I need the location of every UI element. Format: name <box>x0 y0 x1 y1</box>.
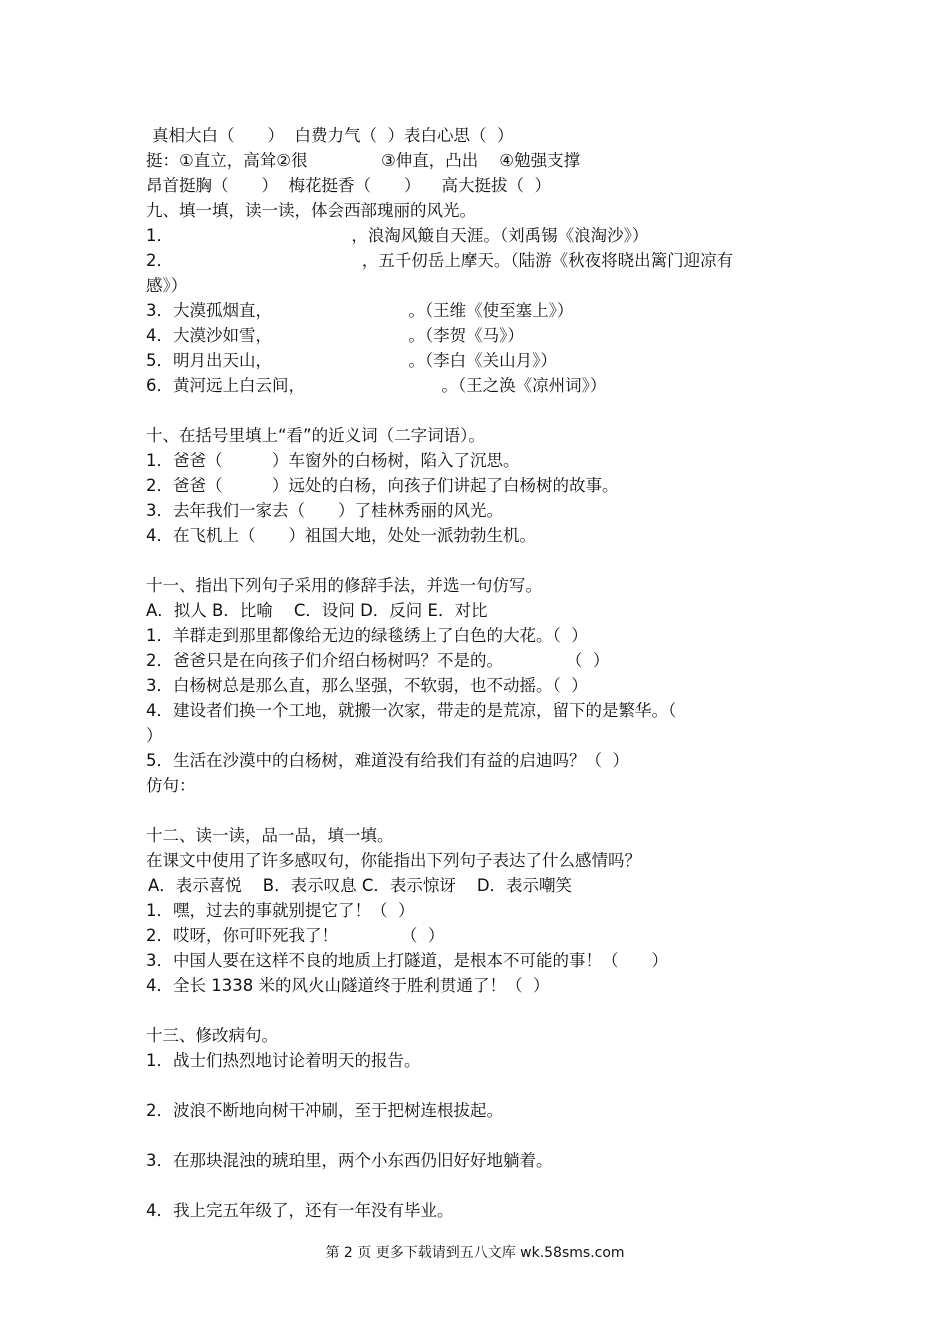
text-line-l35: 2．波浪不断地向树干冲刷，至于把树连根拔起。 <box>146 1101 503 1120</box>
text-line-l02: 挺：①直立，高耸②很 ③伸直，凸出 ④勉强支撑 <box>146 151 581 170</box>
text-line-l19: 1．羊群走到那里都像给无边的绿毯绣上了白色的大花。（ ） <box>146 626 588 645</box>
text-line-l31: 3．中国人要在这样不良的地质上打隧道，是根本不可能的事！（ ） <box>146 951 668 970</box>
text-line-l37: 4．我上完五年级了，还有一年没有毕业。 <box>146 1201 454 1220</box>
text-line-l04: 九、填一填，读一读，体会西部瑰丽的风光。 <box>146 201 476 220</box>
text-line-l24: 5．生活在沙漠中的白杨树，难道没有给我们有益的启迪吗？（ ） <box>146 751 629 770</box>
text-line-l23: ） <box>146 726 163 745</box>
text-line-l36: 3．在那块混浊的琥珀里，两个小东西仍旧好好地躺着。 <box>146 1151 553 1170</box>
text-line-l30: 2．哎呀，你可吓死我了！ （ ） <box>146 926 445 945</box>
text-line-l26: 十二、读一读，品一品，填一填。 <box>146 826 394 845</box>
text-line-l22: 4．建设者们换一个工地，就搬一次家，带走的是荒凉，留下的是繁华。（ <box>146 701 677 720</box>
text-line-l21: 3．白杨树总是那么直，那么坚强，不软弱，也不动摇。（ ） <box>146 676 588 695</box>
text-line-l33: 十三、修改病句。 <box>146 1026 278 1045</box>
text-line-l20: 2．爸爸只是在向孩子们介绍白杨树吗？不是的。 （ ） <box>146 651 610 670</box>
text-line-l32: 4．全长 1338 米的风火山隧道终于胜利贯通了！（ ） <box>146 976 550 995</box>
text-line-l09: 4．大漠沙如雪， 。（李贺《马》） <box>146 326 524 345</box>
text-line-l10: 5．明月出天山， 。（李白《关山月》） <box>146 351 557 370</box>
text-line-l06: 2． ，五千仞岳上摩天。（陆游《秋夜将晓出篱门迎凉有 <box>146 251 734 270</box>
text-line-l03: 昂首挺胸（ ） 梅花挺香（ ） 高大挺拔（ ） <box>146 176 551 195</box>
text-line-l01: 真相大白（ ） 白费力气（ ）表白心思（ ） <box>152 126 514 145</box>
text-line-l17: 十一、指出下列句子采用的修辞手法，并选一句仿写。 <box>146 576 542 595</box>
text-line-l16: 4．在飞机上（ ）祖国大地，处处一派勃勃生机。 <box>146 526 536 545</box>
text-line-l25: 仿句： <box>146 776 196 795</box>
text-line-l13: 1．爸爸（ ）车窗外的白杨树，陷入了沉思。 <box>146 451 520 470</box>
text-line-l28: A．表示喜悦 B．表示叹息 C．表示惊讶 D．表示嘲笑 <box>148 876 573 895</box>
text-line-l05: 1． ，浪淘风簸自天涯。（刘禹锡《浪淘沙》） <box>146 226 649 245</box>
text-line-l08: 3．大漠孤烟直， 。（王维《使至塞上》） <box>146 301 574 320</box>
text-line-l34: 1．战士们热烈地讨论着明天的报告。 <box>146 1051 421 1070</box>
text-line-l18: A．拟人 B．比喻 C．设问 D．反问 E．对比 <box>146 601 488 620</box>
page-footer: 第 2 页 更多下载请到五八文库 wk.58sms.com <box>325 1245 625 1261</box>
text-line-l15: 3．去年我们一家去（ ）了桂林秀丽的风光。 <box>146 501 503 520</box>
text-line-l12: 十、在括号里填上“看”的近义词（二字词语）。 <box>146 426 485 445</box>
text-line-l11: 6．黄河远上白云间， 。（王之涣《凉州词》） <box>146 376 607 395</box>
text-line-l14: 2．爸爸（ ）远处的白杨，向孩子们讲起了白杨树的故事。 <box>146 476 619 495</box>
text-line-l27: 在课文中使用了许多感叹句，你能指出下列句子表达了什么感情吗？ <box>146 851 641 870</box>
text-line-l29: 1．嘿，过去的事就别提它了！（ ） <box>146 901 415 920</box>
text-line-l07: 感》） <box>146 276 188 295</box>
